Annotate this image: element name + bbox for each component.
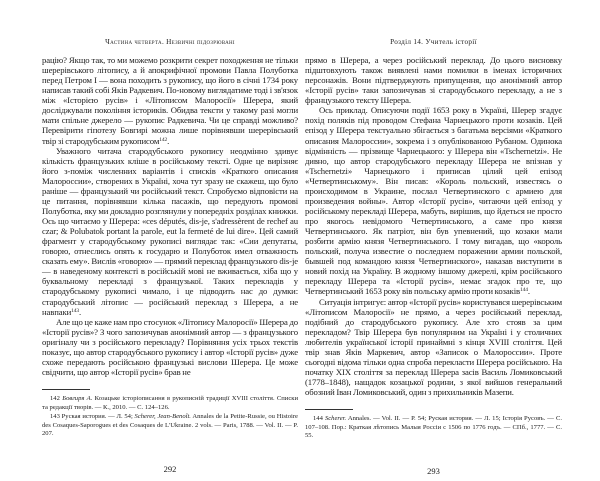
footnote-text: Annales de la Petite-Russie, ou Histoire des Cosaques-Saporogues et des Cosaques de L'Ukraine. 2 vols. — Paris, 1788. — Vol. II. — P. 207. [42,413,298,438]
footnote-author: Scherer. [324,415,347,423]
paragraph [42,146,298,317]
paragraph-text: прямо в Шерера, а через російський переклад. До цього висновку підштовхують також виявлені нами помилки в іменах історичних персонажів. Вони підтверджують припущення, що анонімний автор «Історії русів» таки запозичував зі стародубського перекладу, а не з французького тексту Шерера. [305,55,562,106]
body-text [42,55,298,377]
paragraph [305,105,562,296]
footnote-number: 144 [313,415,323,423]
punctuation: . [79,306,82,317]
running-header: Частина четверта. Незвичні підозрювані [105,38,235,46]
footnote-ref[interactable]: 143 [71,307,80,314]
footnote-ref[interactable]: 142 [159,136,168,143]
running-header: Розділ 14. Учитель історії [390,38,477,46]
footnote-number: 142 [50,395,60,402]
page-number: 292 [163,463,177,474]
footnote-ref[interactable]: 144 [519,287,528,294]
footnote-number: 143 [50,413,60,421]
paragraph-text: рацію? Якщо так, то ми можемо розкрити секрет походження не тільки шерерівського літопису, а й апокрифічної промови Павла Полуботка перед Петром I — вона походить з рукопису, що його в січні 1734 року написав такий собі Яків Радкевич. По-новому виглядатиме тоді і зв'язок між «Історією русів» і «Літописом Малоросії» Шерера, який досліджували покоління істориків. Обидва тексти у такому разі могли мати спільне джерело — рукопис Радкевича. Чи це справді можливо? Перевірити гіпотезу Бовгирі можна лише порівнявши шерерівський твір зі стародубським рукописом [42,55,298,146]
paragraph [42,317,298,377]
footnote [42,413,298,439]
paragraph [42,55,298,146]
footnote-divider [42,389,90,390]
paragraph-text: Уважного читача стародубського рукопису неодмінно здивує кількість французьких кліше в російському тексті. Одне це вирізняє його з-поміж численних варіантів і списків «Краткого описания Малороссии», створених в Україні, хоча тут зразу не скажеш, що було раніше — французький чи російський текст. Спробуємо відповісти на це питання, порівнявши кілька пасажів, що передують промові Полуботка, яку ми докладно розглянули у попередніх розділах книжки. Ось що читаємо у Шерера: «ces députés, dis-je, s'adressèrent de rechef au czar; & Polubatok portant la parole, eut la fermeté de lui dire». Цей самий фрагмент у стародубському рукописі виглядає так: «Сии депутаты, говорю, отнеслись опять к государю и Полуботок имел отважность сказать ему». Вислів «говорю» — прямий переклад французького dis-je — в наведеному контексті в російській мові не вживається, хіба що у буквальному перекладі з французької. Таких перекладів у стародубському рукописі чимало, і це підводить нас до думки: стародубський літопис — російський переклад з Шерера, а не навпаки [42,145,298,317]
footnote-text: Руская история. — Л. 54; [61,413,133,421]
left-page [0,0,300,474]
footnote-divider [305,409,353,410]
right-page [300,0,600,476]
punctuation: . [167,135,170,146]
footnote [305,415,562,441]
paragraph [305,297,562,398]
footnote-text: Козацьке історіописання в рукописній традиції XVIII століття. Списки та редакції творів. — К., 2010. — С. 124–126. [42,395,298,411]
footnote-author: Scherer, Jean-Benoît. [134,413,191,421]
footnote [42,395,298,412]
body-text [305,55,562,397]
footnote-text: Annales. — Vol. II. — P. 54; Руская история. — Л. 15; Історія Русовъ. — С. 107–108. Пор.: Краткая лѣтопись Малыя Россіи с 1506 по 1776 годъ. — СПб., 1777. — С. 55. [305,415,562,440]
footnote-author: Бовгиря А. [62,395,93,402]
punctuation: . [527,286,530,297]
paragraph-text: Ось приклад. Описуючи події 1653 року в Україні, Шерер згадує похід поляків під проводом Стефана Чарнецького проти козаків. Цей епізод у Шерера текстуально збігається з багатьма версіями «Краткого описания Малороссии», зокрема і з опублікованою Рубаном. Одинока відмінність — прізвище Чарнецького: у Шерера він «Tschernetzi». Не дивно, що автор стародубського перекладу Шерера не впізнав у «Tschernetzi» Чарнецького і приписав цілий цей епізод «Четвертинському». Він писав: «Король польский, известясь о происходимом в Украине, послал Четвертинского с армиею для произведения войны». Автор «Історії русів», читаючи цей епізод у російському перекладі Шерера, мабуть, вирішив, що йдеться не просто про якогось невідомого Четвертинського, а саме про князя Четвертинського. Як патріот, він був упевнений, що козаки мали розбити армію князя Четвертинського. І тому вигадав, що «король польский, получа известие о последнем поражении армии польской, бывшей под командою князя Четвертинского», наказав виступити в новий похід на Україну. В жодному іншому джерелі, крім російського перекладу Шерера та «Історії русів», немає згадок про те, що Четвертинський 1653 року вів польську армію проти козаків [305,105,562,297]
footnotes [42,395,298,440]
page-number: 293 [427,465,440,476]
paragraph-text: Але що це каже нам про стосунок «Літопису Малоросії» Шерера до «Історії русів»? З чого запозичував анонімний автор — з французького оригіналу чи з російського перекладу? Порівняння усіх трьох текстів показує, що автор стародубського рукопису і автор «Історії русів» дуже схоже передають російською французькі вислови Шерера. Це може свідчити, що автор «Історії русів» брав не [42,316,298,377]
footnotes [305,415,562,442]
paragraph [305,55,562,105]
paragraph-text: Ситуація інтригує: автор «Історії русів» користувався шерерівським «Літописом Малоросії» не прямо, а через російський переклад, подібний до стародубського рукопису. Але хто стояв за цим перекладом? Твір Шерера був популярним на Україні і у столичних любителів української історії принаймні з кінця XVIII століття. Цей твір знав Яків Маркевич, автор «Записок о Малороссии». Проте сьогодні відома тільки одна спроба перекласти Шерера російською. На початку XIX століття за переклад Шерера засів Василь Ломиковський (1778–1848), нащадок козацької родини, з якої вийшов генеральний обозний Іван Ломиковський, один з прихильників Мазепи. [305,296,562,398]
